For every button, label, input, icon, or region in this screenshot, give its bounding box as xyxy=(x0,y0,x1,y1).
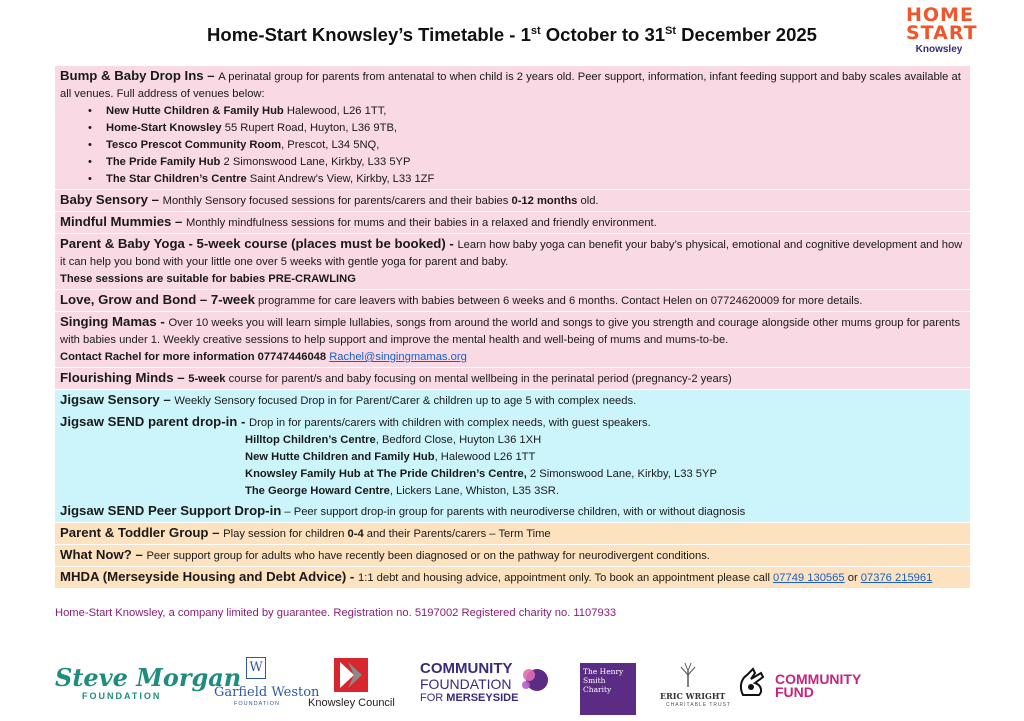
title-text-1: Home-Start Knowsley’s Timetable - 1 xyxy=(207,24,531,45)
yoga-desc: Learn how baby yoga can benefit your baby’s physical, emotional and cognitive development and how it can help you bond with your little one over 5 weeks with gentle yoga for parent and baby. xyxy=(60,239,963,268)
tree-icon xyxy=(675,661,701,687)
title-text-3: December 2025 xyxy=(676,24,817,45)
singing-email-link[interactable]: Rachel@singingmamas.org xyxy=(329,351,467,363)
bump-venue xyxy=(60,137,966,154)
mindful-heading: Mindful Mummies – xyxy=(60,214,187,229)
venue-name: Knowsley Family Hub at The Pride Children’s Centre, xyxy=(245,468,527,480)
cf-line-3b: MERSEYSIDE xyxy=(446,692,519,704)
jigsaw-peer-desc: – Peer support drop-in group for parents with neurodiverse children, with or without diagnosis xyxy=(281,506,746,518)
jigsaw-send-desc: Drop in for parents/carers with children with complex needs, with guest speakers. xyxy=(249,417,651,429)
mhda-phone-1-link[interactable]: 07749 130565 xyxy=(773,572,845,584)
garfield-mark-icon: W xyxy=(246,657,266,679)
row-mhda xyxy=(55,567,970,589)
venue-name: Home-Start Knowsley xyxy=(106,122,222,134)
singing-desc: Over 10 weeks you will learn simple lullabies, songs from around the world and songs to give you strength and courage alongside other mums group for parents with babies under 1. Weekly creative sessions to help support and improve the mental health and well-being of mums and mums-to-be. xyxy=(60,317,961,346)
toddler-desc-end: and their Parents/carers – Term Time xyxy=(363,528,551,540)
bump-desc: A perinatal group for parents from antenatal to when child is 2 years old. Peer support, information, infant feeding support and baby scales available at all venues. Full address of venues below: xyxy=(60,71,961,100)
jigsaw-venue xyxy=(60,449,966,466)
tnl-line-2: FUND xyxy=(775,684,814,700)
henry-smith-name: The Henry Smith Charity xyxy=(583,667,624,694)
venue-addr: , Halewood L26 1TT xyxy=(434,451,536,463)
jigsaw-venue xyxy=(60,483,966,500)
venue-name: New Hutte Children & Family Hub xyxy=(106,105,284,117)
logo-line-1: HOME xyxy=(906,4,974,26)
jigsaw-sensory-desc: Weekly Sensory focused Drop in for Parent/Carer & children up to age 5 with complex needs. xyxy=(174,395,637,407)
venue-addr: , Bedford Close, Huyton L36 1XH xyxy=(375,434,542,446)
jigsaw-venue xyxy=(60,466,966,483)
garfield-sub: FOUNDATION xyxy=(234,701,280,707)
mhda-phone-2-link[interactable]: 07376 215961 xyxy=(860,572,933,584)
eric-wright-name: ERIC WRIGHT xyxy=(660,691,726,701)
bump-venue xyxy=(60,103,966,120)
row-parent-toddler xyxy=(55,523,970,545)
sponsor-logos xyxy=(50,655,980,715)
cf-line-1: COMMUNITY xyxy=(420,660,513,677)
logo-sub: Knowsley xyxy=(915,44,963,55)
page-title xyxy=(0,24,1024,46)
toddler-desc: Play session for children xyxy=(223,528,348,540)
tnl-line-1: COMMUNITY xyxy=(775,671,862,687)
baby-sensory-heading: Baby Sensory – xyxy=(60,192,163,207)
venue-name: Tesco Prescot Community Room xyxy=(106,139,282,151)
yoga-note: These sessions are suitable for babies PRE-CRAWLING xyxy=(60,273,356,285)
flourishing-heading: Flourishing Minds – xyxy=(60,370,189,385)
baby-sensory-age: 0-12 months xyxy=(511,195,578,207)
row-what-now xyxy=(55,545,970,567)
what-now-heading: What Now? – xyxy=(60,547,147,562)
home-start-logo xyxy=(906,4,978,66)
love-heading: Love, Grow and Bond – 7-week xyxy=(60,292,255,307)
cf-line-3a: FOR xyxy=(420,692,447,704)
venue-name: Hilltop Children’s Centre xyxy=(245,434,376,446)
footer-text: Home-Start Knowsley, a company limited by guarantee. Registration no. 5197002 Registered charity no. 1107933 xyxy=(55,607,617,619)
venue-name: The Pride Family Hub xyxy=(106,156,221,168)
venue-name: The Star Children’s Centre xyxy=(106,173,247,185)
venue-name: The George Howard Centre xyxy=(245,485,390,497)
bump-heading: Bump & Baby Drop Ins – xyxy=(60,68,219,83)
row-mindful-mummies xyxy=(55,212,970,234)
row-baby-yoga xyxy=(55,234,970,290)
row-singing-mamas xyxy=(55,312,970,368)
jigsaw-send-heading: Jigsaw SEND parent drop-in - xyxy=(60,414,250,429)
mhda-or: or xyxy=(844,572,861,584)
row-love-grow-bond xyxy=(55,290,970,312)
knowsley-mark-icon xyxy=(334,658,368,692)
singing-contact: Contact Rachel for more information 07747446048 xyxy=(60,351,330,363)
venue-addr: Halewood, L26 1TT, xyxy=(283,105,387,117)
title-sup-1: st xyxy=(530,24,541,37)
venue-addr: , Prescot, L34 5NQ, xyxy=(281,139,380,151)
singing-heading: Singing Mamas - xyxy=(60,314,169,329)
yoga-heading: Parent & Baby Yoga - 5-week course (places must be booked) - xyxy=(60,236,458,251)
flourishing-desc: course for parent/s and baby focusing on mental wellbeing in the perinatal period (pregnancy-2 years) xyxy=(225,373,732,385)
baby-sensory-desc-end: old. xyxy=(577,195,599,207)
title-sup-2: St xyxy=(665,24,677,37)
venue-addr: , Lickers Lane, Whiston, L35 3SR. xyxy=(389,485,559,497)
mhda-heading: MHDA (Merseyside Housing and Debt Advice) - xyxy=(60,569,358,584)
logo-line-2: START xyxy=(906,22,978,44)
row-jigsaw xyxy=(55,390,970,523)
mhda-desc: 1:1 debt and housing advice, appointment only. To book an appointment please call xyxy=(357,572,774,584)
steve-morgan-sub: FOUNDATION xyxy=(82,691,162,701)
jigsaw-venue xyxy=(60,432,966,449)
love-desc: programme for care leavers with babies between 6 weeks and 6 months. Contact Helen on 07724620009 for more details. xyxy=(254,295,863,307)
timetable xyxy=(55,66,970,589)
garfield-name: Garfield Weston xyxy=(214,685,320,700)
jigsaw-peer-heading: Jigsaw SEND Peer Support Drop-in xyxy=(60,503,282,518)
bump-venue xyxy=(60,154,966,171)
toddler-age: 0-4 xyxy=(347,528,364,540)
title-text-2: October to 31 xyxy=(540,24,666,45)
flourishing-duration: 5-week xyxy=(188,373,226,385)
venue-addr: 55 Rupert Road, Huyton, L36 9TB, xyxy=(221,122,398,134)
cf-dots-icon xyxy=(520,665,550,695)
jigsaw-sensory-heading: Jigsaw Sensory – xyxy=(60,392,175,407)
crossed-fingers-icon xyxy=(735,665,771,701)
mindful-desc: Monthly mindfulness sessions for mums and their babies in a relaxed and friendly environment. xyxy=(186,217,657,229)
venue-addr: Saint Andrew's View, Kirkby, L33 1ZF xyxy=(246,173,435,185)
row-flourishing-minds xyxy=(55,368,970,390)
steve-morgan-name: Steve Morgan xyxy=(55,663,242,692)
venue-name: New Hutte Children and Family Hub xyxy=(245,451,435,463)
bump-venue xyxy=(60,120,966,137)
knowsley-name: Knowsley Council xyxy=(308,697,395,709)
what-now-desc: Peer support group for adults who have recently been diagnosed or on the pathway for neurodivergent conditions. xyxy=(146,550,710,562)
venue-addr: 2 Simonswood Lane, Kirkby, L33 5YP xyxy=(526,468,717,480)
baby-sensory-desc: Monthly Sensory focused sessions for parents/carers and their babies xyxy=(162,195,512,207)
eric-wright-sub: CHARITABLE TRUST xyxy=(666,702,731,708)
henry-smith-logo xyxy=(580,663,636,715)
toddler-heading: Parent & Toddler Group – xyxy=(60,525,224,540)
cf-line-3 xyxy=(420,692,518,704)
cf-line-2: FOUNDATION xyxy=(420,676,512,692)
bump-venue xyxy=(60,171,966,188)
row-baby-sensory xyxy=(55,190,970,212)
row-bump-baby xyxy=(55,66,970,190)
venue-addr: 2 Simonswood Lane, Kirkby, L33 5YP xyxy=(220,156,411,168)
